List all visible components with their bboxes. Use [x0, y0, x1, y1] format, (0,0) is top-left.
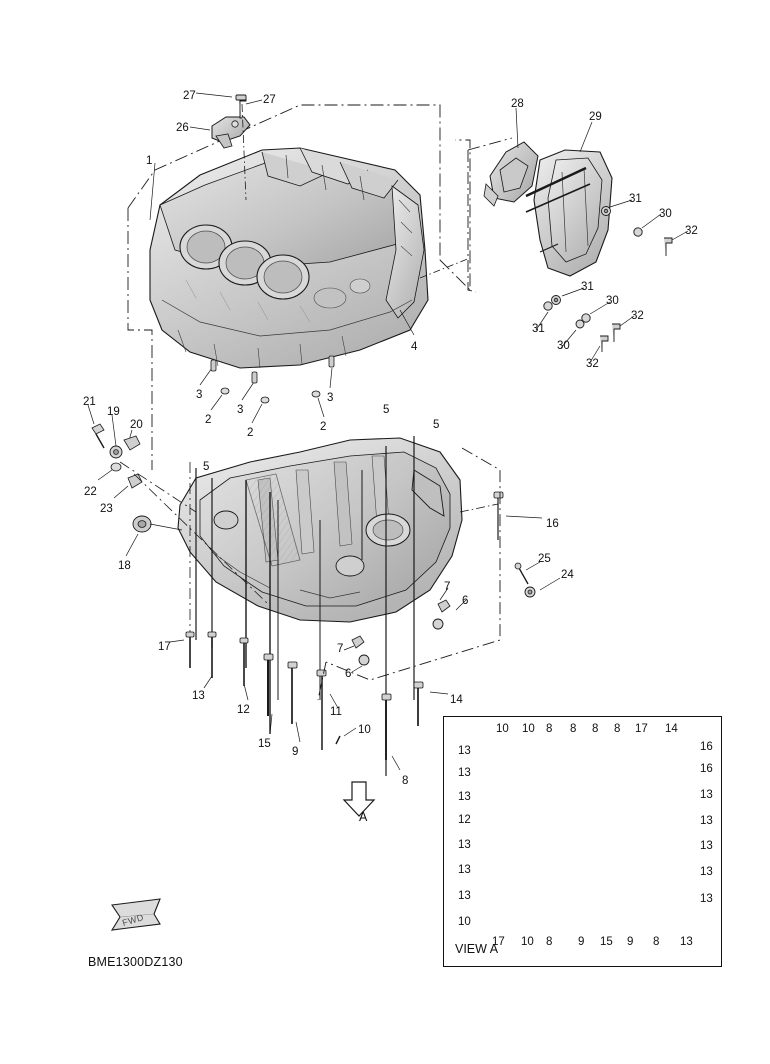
callout-view-a-13: 13	[680, 936, 693, 948]
callout-main-5: 5	[433, 419, 440, 431]
callout-view-a-8: 8	[653, 936, 660, 948]
callout-main-27: 27	[263, 94, 276, 106]
callout-main-14: 14	[450, 694, 463, 706]
callout-main-28: 28	[511, 98, 524, 110]
callout-main-6: 6	[345, 668, 352, 680]
callout-view-a-13: 13	[458, 890, 471, 902]
callout-main-4: 4	[411, 341, 418, 353]
callout-main-2: 2	[205, 414, 212, 426]
callout-main-5: 5	[383, 404, 390, 416]
callout-main-32: 32	[685, 225, 698, 237]
callout-view-a-17: 17	[492, 936, 505, 948]
callout-main-17: 17	[158, 641, 171, 653]
callout-view-a-8: 8	[546, 936, 553, 948]
callout-main-26: 26	[176, 122, 189, 134]
callout-view-a-8: 8	[614, 723, 621, 735]
callout-view-a-10: 10	[458, 916, 471, 928]
callout-main-25: 25	[538, 553, 551, 565]
callout-main-23: 23	[100, 503, 113, 515]
callout-view-a-8: 8	[546, 723, 553, 735]
callout-main-1: 1	[146, 155, 153, 167]
callout-view-a-8: 8	[592, 723, 599, 735]
callout-main-7: 7	[444, 581, 451, 593]
callout-view-a-10: 10	[496, 723, 509, 735]
callout-view-a-9: 9	[578, 936, 585, 948]
callout-main-31: 31	[629, 193, 642, 205]
callout-view-a-16: 16	[700, 741, 713, 753]
callout-main-16: 16	[546, 518, 559, 530]
callout-main-8: 8	[402, 775, 409, 787]
callout-view-a-13: 13	[700, 866, 713, 878]
callout-main-22: 22	[84, 486, 97, 498]
callout-main-18: 18	[118, 560, 131, 572]
callout-main-2: 2	[247, 427, 254, 439]
callout-view-a-15: 15	[600, 936, 613, 948]
callout-view-a-8: 8	[570, 723, 577, 735]
part-code-label: BME1300DZ130	[88, 955, 183, 969]
callout-view-a-14: 14	[665, 723, 678, 735]
view-a-frame	[443, 716, 722, 967]
section-letter-a: A	[359, 810, 368, 824]
callout-view-a-13: 13	[458, 839, 471, 851]
callout-view-a-17: 17	[635, 723, 648, 735]
callout-main-32: 32	[631, 310, 644, 322]
callout-view-a-13: 13	[458, 864, 471, 876]
callout-main-11: 11	[330, 706, 342, 718]
callout-main-3: 3	[237, 404, 244, 416]
callout-view-a-13: 13	[458, 791, 471, 803]
callout-main-24: 24	[561, 569, 574, 581]
callout-main-31: 31	[581, 281, 594, 293]
callout-main-19: 19	[107, 406, 120, 418]
callout-view-a-13: 13	[700, 840, 713, 852]
callout-view-a-10: 10	[521, 936, 534, 948]
callout-view-a-13: 13	[458, 767, 471, 779]
callout-main-20: 20	[130, 419, 143, 431]
callout-main-9: 9	[292, 746, 299, 758]
callout-main-30: 30	[659, 208, 672, 220]
callout-view-a-13: 13	[700, 789, 713, 801]
callout-main-12: 12	[237, 704, 250, 716]
callout-main-21: 21	[83, 396, 96, 408]
callout-main-31: 31	[532, 323, 545, 335]
callout-main-5: 5	[203, 461, 210, 473]
callout-main-30: 30	[606, 295, 619, 307]
callout-view-a-13: 13	[458, 745, 471, 757]
callout-view-a-9: 9	[627, 936, 634, 948]
view-a-label: VIEW A	[455, 942, 499, 956]
callout-view-a-16: 16	[700, 763, 713, 775]
callout-main-32: 32	[586, 358, 599, 370]
callout-main-6: 6	[462, 595, 469, 607]
callout-main-2: 2	[320, 421, 327, 433]
callout-main-15: 15	[258, 738, 271, 750]
callout-view-a-10: 10	[522, 723, 535, 735]
callout-view-a-13: 13	[700, 893, 713, 905]
fwd-direction-label: FWD	[121, 912, 145, 928]
callout-view-a-13: 13	[700, 815, 713, 827]
callout-main-3: 3	[196, 389, 203, 401]
callout-main-3: 3	[327, 392, 334, 404]
callout-main-29: 29	[589, 111, 602, 123]
callout-main-7: 7	[337, 643, 344, 655]
callout-view-a-12: 12	[458, 814, 471, 826]
callout-main-27: 27	[183, 90, 196, 102]
callout-main-13: 13	[192, 690, 205, 702]
callout-main-10: 10	[358, 724, 371, 736]
callout-main-30: 30	[557, 340, 570, 352]
